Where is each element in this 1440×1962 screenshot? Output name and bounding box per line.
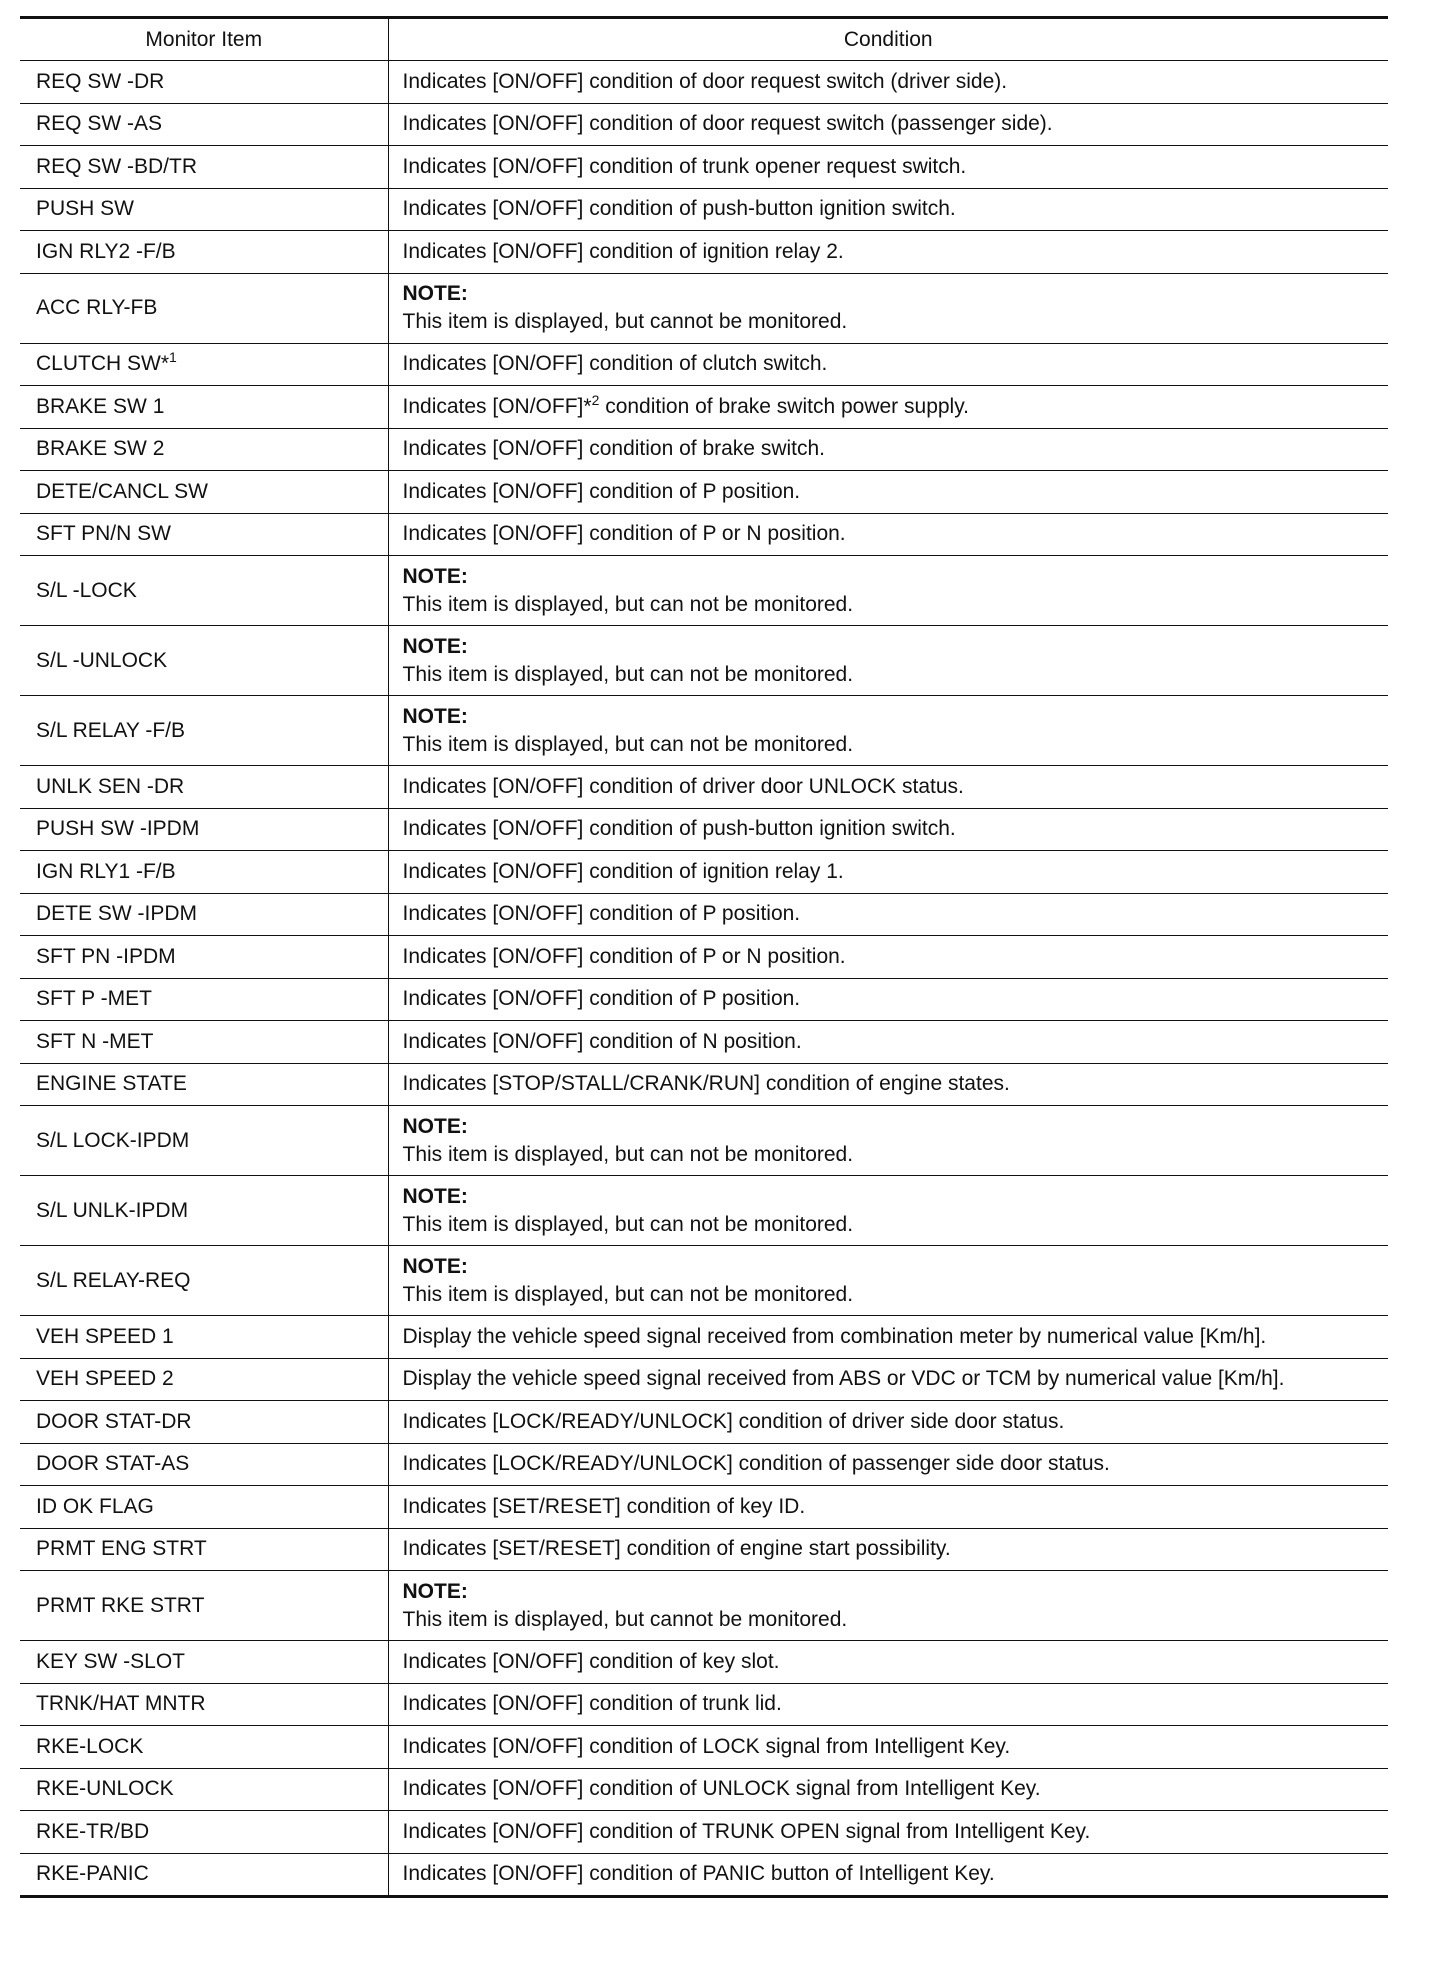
condition-cell (388, 1063, 1388, 1106)
note-text: This item is displayed, but can not be monitored. (402, 1282, 854, 1306)
table-row (20, 231, 1388, 274)
monitor-item-label: ACC RLY-FB (36, 296, 158, 319)
monitor-item-label: DOOR STAT-AS (36, 1452, 190, 1476)
condition-cell (388, 471, 1388, 514)
monitor-item-label: REQ SW -AS (36, 112, 163, 136)
condition-text: Indicates [STOP/STALL/CRANK/RUN] condition of engine states. (402, 1072, 1010, 1096)
monitor-item-label: BRAKE SW 2 (36, 437, 165, 461)
condition-cell (388, 1726, 1388, 1769)
table-row (20, 273, 1388, 343)
table-row (20, 103, 1388, 146)
monitor-item-label: S/L UNLK-IPDM (36, 1198, 189, 1222)
note-text: This item is displayed, but cannot be monitored. (402, 310, 848, 333)
condition-cell (388, 808, 1388, 851)
condition-cell (388, 188, 1388, 231)
condition-text: Indicates [ON/OFF] condition of P or N position. (402, 522, 846, 546)
monitor-item-label: BRAKE SW 1 (36, 394, 165, 418)
condition-cell (388, 1486, 1388, 1529)
monitor-item-cell (20, 471, 388, 514)
monitor-item-label: TRNK/HAT MNTR (36, 1692, 206, 1716)
monitor-item-cell (20, 556, 388, 626)
note-text: This item is displayed, but can not be monitored. (402, 1142, 854, 1166)
table-row (20, 1486, 1388, 1529)
monitor-item-cell (20, 893, 388, 936)
table-row (20, 936, 1388, 979)
condition-cell (388, 626, 1388, 696)
monitor-item-cell (20, 146, 388, 189)
condition-text: Indicates [ON/OFF] condition of key slot. (402, 1649, 780, 1673)
condition-text: Indicates [LOCK/READY/UNLOCK] condition of driver side door status. (402, 1409, 1065, 1433)
note-text: This item is displayed, but can not be monitored. (402, 1212, 854, 1236)
condition-text-prefix: Indicates [ON/OFF]* (402, 394, 592, 418)
table-row (20, 1726, 1388, 1769)
monitor-item-cell (20, 1358, 388, 1401)
condition-cell (388, 146, 1388, 189)
note-heading: NOTE: (402, 564, 468, 588)
monitor-item-cell (20, 626, 388, 696)
monitor-item-label: RKE-UNLOCK (36, 1777, 174, 1801)
monitor-item-cell (20, 1571, 388, 1641)
note-heading: NOTE: (402, 1579, 468, 1603)
condition-text: Indicates [ON/OFF] condition of door request switch (passenger side). (402, 112, 1053, 136)
table-row (20, 1528, 1388, 1571)
table-row (20, 1683, 1388, 1726)
monitor-item-label: RKE-LOCK (36, 1734, 144, 1758)
table-row (20, 1443, 1388, 1486)
monitor-item-cell (20, 936, 388, 979)
monitor-item-label: PUSH SW -IPDM (36, 817, 200, 841)
condition-cell (388, 513, 1388, 556)
monitor-item-label: VEH SPEED 1 (36, 1324, 174, 1348)
condition-text: Indicates [ON/OFF] condition of push-button ignition switch. (402, 197, 956, 221)
condition-text: Indicates [ON/OFF] condition of driver door UNLOCK status. (402, 774, 964, 798)
monitor-item-label: VEH SPEED 2 (36, 1367, 174, 1391)
monitor-item-label: UNLK SEN -DR (36, 774, 185, 798)
table-header-row (20, 18, 1388, 61)
condition-text: condition of brake switch power supply. (599, 394, 969, 418)
monitor-item-label: RKE-TR/BD (36, 1819, 150, 1843)
monitor-item-cell (20, 1811, 388, 1854)
condition-cell (388, 556, 1388, 626)
monitor-item-cell (20, 1106, 388, 1176)
condition-cell (388, 231, 1388, 274)
condition-cell (388, 1106, 1388, 1176)
condition-text: Indicates [ON/OFF] condition of PANIC button of Intelligent Key. (402, 1862, 995, 1886)
table-row (20, 766, 1388, 809)
note-heading: NOTE: (402, 634, 468, 658)
monitor-item-cell (20, 513, 388, 556)
monitor-item-cell (20, 1528, 388, 1571)
table-row (20, 626, 1388, 696)
monitor-item-label: CLUTCH SW* (36, 352, 170, 376)
table-row (20, 851, 1388, 894)
note-heading: NOTE: (402, 282, 468, 305)
condition-cell (388, 386, 1388, 429)
monitor-item-cell (20, 1176, 388, 1246)
condition-cell (388, 343, 1388, 386)
condition-text: Indicates [LOCK/READY/UNLOCK] condition of passenger side door status. (402, 1452, 1110, 1476)
monitor-item-cell (20, 1443, 388, 1486)
monitor-item-cell (20, 766, 388, 809)
monitor-item-label: DOOR STAT-DR (36, 1409, 192, 1433)
condition-cell (388, 936, 1388, 979)
condition-text: Indicates [ON/OFF] condition of clutch switch. (402, 352, 828, 376)
footnote-marker: 2 (591, 391, 600, 408)
condition-cell (388, 1811, 1388, 1854)
table-row (20, 978, 1388, 1021)
monitor-item-label: KEY SW -SLOT (36, 1649, 185, 1673)
table-row (20, 1063, 1388, 1106)
condition-cell (388, 766, 1388, 809)
monitor-item-cell (20, 1641, 388, 1684)
table-row (20, 1176, 1388, 1246)
table-row (20, 1021, 1388, 1064)
monitor-item-label: S/L RELAY -F/B (36, 718, 185, 742)
condition-cell (388, 1316, 1388, 1359)
monitor-item-cell (20, 1768, 388, 1811)
monitor-item-cell (20, 808, 388, 851)
condition-text: Indicates [ON/OFF] condition of P position. (402, 987, 801, 1011)
table-row (20, 343, 1388, 386)
monitor-item-label: S/L RELAY-REQ (36, 1268, 191, 1292)
monitor-item-label: S/L -UNLOCK (36, 648, 168, 672)
monitor-item-cell (20, 188, 388, 231)
condition-text: Indicates [SET/RESET] condition of key ID. (402, 1494, 806, 1518)
monitor-item-cell (20, 343, 388, 386)
monitor-item-cell (20, 1063, 388, 1106)
monitor-item-cell (20, 103, 388, 146)
monitor-item-label: PRMT ENG STRT (36, 1537, 207, 1561)
table-row (20, 1401, 1388, 1444)
condition-cell (388, 893, 1388, 936)
condition-cell (388, 1176, 1388, 1246)
monitor-item-cell (20, 428, 388, 471)
table-row (20, 188, 1388, 231)
condition-cell (388, 1443, 1388, 1486)
header-monitor-item: Monitor Item (20, 18, 388, 61)
table-row (20, 696, 1388, 766)
table-row (20, 146, 1388, 189)
monitor-item-label: PRMT RKE STRT (36, 1593, 205, 1617)
monitor-item-label: SFT P -MET (36, 987, 152, 1011)
table-row (20, 513, 1388, 556)
table-row (20, 1853, 1388, 1897)
table-row (20, 808, 1388, 851)
monitor-item-cell (20, 1246, 388, 1316)
condition-text: Indicates [ON/OFF] condition of ignition relay 1. (402, 859, 844, 883)
monitor-item-label: SFT PN/N SW (36, 522, 171, 546)
condition-text: Indicates [ON/OFF] condition of trunk opener request switch. (402, 154, 967, 178)
monitor-item-cell (20, 978, 388, 1021)
condition-text: Indicates [ON/OFF] condition of door request switch (driver side). (402, 69, 1008, 93)
table-row (20, 1571, 1388, 1641)
condition-text: Indicates [ON/OFF] condition of P or N position. (402, 944, 846, 968)
monitor-item-label: IGN RLY2 -F/B (36, 239, 176, 263)
table-row (20, 1641, 1388, 1684)
monitor-table-container (20, 16, 1388, 1898)
note-text: This item is displayed, but can not be monitored. (402, 592, 854, 616)
table-row (20, 428, 1388, 471)
monitor-item-label: RKE-PANIC (36, 1862, 149, 1886)
monitor-item-cell (20, 273, 388, 343)
table-row (20, 1316, 1388, 1359)
condition-text: Indicates [ON/OFF] condition of N position. (402, 1029, 802, 1053)
condition-cell (388, 1683, 1388, 1726)
monitor-item-cell (20, 1316, 388, 1359)
condition-cell (388, 1768, 1388, 1811)
monitor-item-cell (20, 231, 388, 274)
monitor-item-label: REQ SW -BD/TR (36, 154, 197, 178)
monitor-item-label: ID OK FLAG (36, 1494, 154, 1518)
monitor-item-label: REQ SW -DR (36, 69, 165, 93)
condition-cell (388, 851, 1388, 894)
condition-text: Indicates [ON/OFF] condition of P position. (402, 479, 801, 503)
note-heading: NOTE: (402, 704, 468, 728)
condition-cell (388, 1358, 1388, 1401)
table-body (20, 61, 1388, 1897)
note-heading: NOTE: (402, 1114, 468, 1138)
note-heading: NOTE: (402, 1254, 468, 1278)
monitor-item-label: PUSH SW (36, 197, 135, 221)
footnote-marker: 1 (169, 349, 177, 366)
condition-cell (388, 978, 1388, 1021)
condition-cell (388, 61, 1388, 104)
monitor-item-cell (20, 696, 388, 766)
monitor-item-label: ENGINE STATE (36, 1072, 187, 1096)
condition-cell (388, 428, 1388, 471)
condition-cell (388, 1571, 1388, 1641)
monitor-item-cell (20, 1683, 388, 1726)
condition-cell (388, 696, 1388, 766)
note-text: This item is displayed, but can not be monitored. (402, 662, 854, 686)
condition-text: Indicates [ON/OFF] condition of ignition relay 2. (402, 239, 844, 263)
note-text: This item is displayed, but can not be monitored. (402, 732, 854, 756)
table-row (20, 1811, 1388, 1854)
table-row (20, 893, 1388, 936)
monitor-item-cell (20, 1401, 388, 1444)
monitor-item-label: S/L LOCK-IPDM (36, 1128, 190, 1152)
condition-text: Indicates [ON/OFF] condition of P position. (402, 902, 801, 926)
condition-text: Display the vehicle speed signal received from ABS or VDC or TCM by numerical value [Km/h]. (402, 1367, 1285, 1391)
condition-text: Indicates [ON/OFF] condition of trunk lid. (402, 1692, 782, 1716)
condition-cell (388, 1853, 1388, 1897)
condition-cell (388, 1021, 1388, 1064)
table-row (20, 1768, 1388, 1811)
monitor-item-label: DETE SW -IPDM (36, 902, 197, 926)
monitor-item-cell (20, 1021, 388, 1064)
monitor-item-cell (20, 61, 388, 104)
condition-cell (388, 103, 1388, 146)
table-row (20, 556, 1388, 626)
table-row (20, 61, 1388, 104)
monitor-item-label: SFT N -MET (36, 1029, 154, 1053)
monitor-item-label: DETE/CANCL SW (36, 479, 208, 503)
table-row (20, 1358, 1388, 1401)
condition-cell (388, 273, 1388, 343)
condition-text: Indicates [ON/OFF] condition of UNLOCK signal from Intelligent Key. (402, 1777, 1041, 1801)
monitor-item-cell (20, 1726, 388, 1769)
condition-cell (388, 1528, 1388, 1571)
table-row (20, 386, 1388, 429)
table-row (20, 471, 1388, 514)
condition-text: Indicates [ON/OFF] condition of TRUNK OPEN signal from Intelligent Key. (402, 1819, 1091, 1843)
monitor-item-table (20, 16, 1388, 1898)
condition-cell (388, 1246, 1388, 1316)
monitor-item-cell (20, 1486, 388, 1529)
condition-cell (388, 1641, 1388, 1684)
condition-text: Display the vehicle speed signal received from combination meter by numerical value [Km/h]. (402, 1324, 1267, 1348)
table-row (20, 1106, 1388, 1176)
condition-text: Indicates [ON/OFF] condition of brake switch. (402, 437, 826, 461)
condition-cell (388, 1401, 1388, 1444)
monitor-item-label: IGN RLY1 -F/B (36, 859, 176, 883)
condition-text: Indicates [SET/RESET] condition of engine start possibility. (402, 1537, 951, 1561)
monitor-item-cell (20, 386, 388, 429)
condition-text: Indicates [ON/OFF] condition of LOCK signal from Intelligent Key. (402, 1734, 1011, 1758)
monitor-item-label: S/L -LOCK (36, 578, 137, 602)
header-condition: Condition (388, 18, 1388, 61)
note-heading: NOTE: (402, 1184, 468, 1208)
condition-text: Indicates [ON/OFF] condition of push-button ignition switch. (402, 817, 956, 841)
monitor-item-cell (20, 851, 388, 894)
note-text: This item is displayed, but cannot be monitored. (402, 1607, 848, 1631)
monitor-item-label: SFT PN -IPDM (36, 944, 176, 968)
monitor-item-cell (20, 1853, 388, 1897)
table-row (20, 1246, 1388, 1316)
